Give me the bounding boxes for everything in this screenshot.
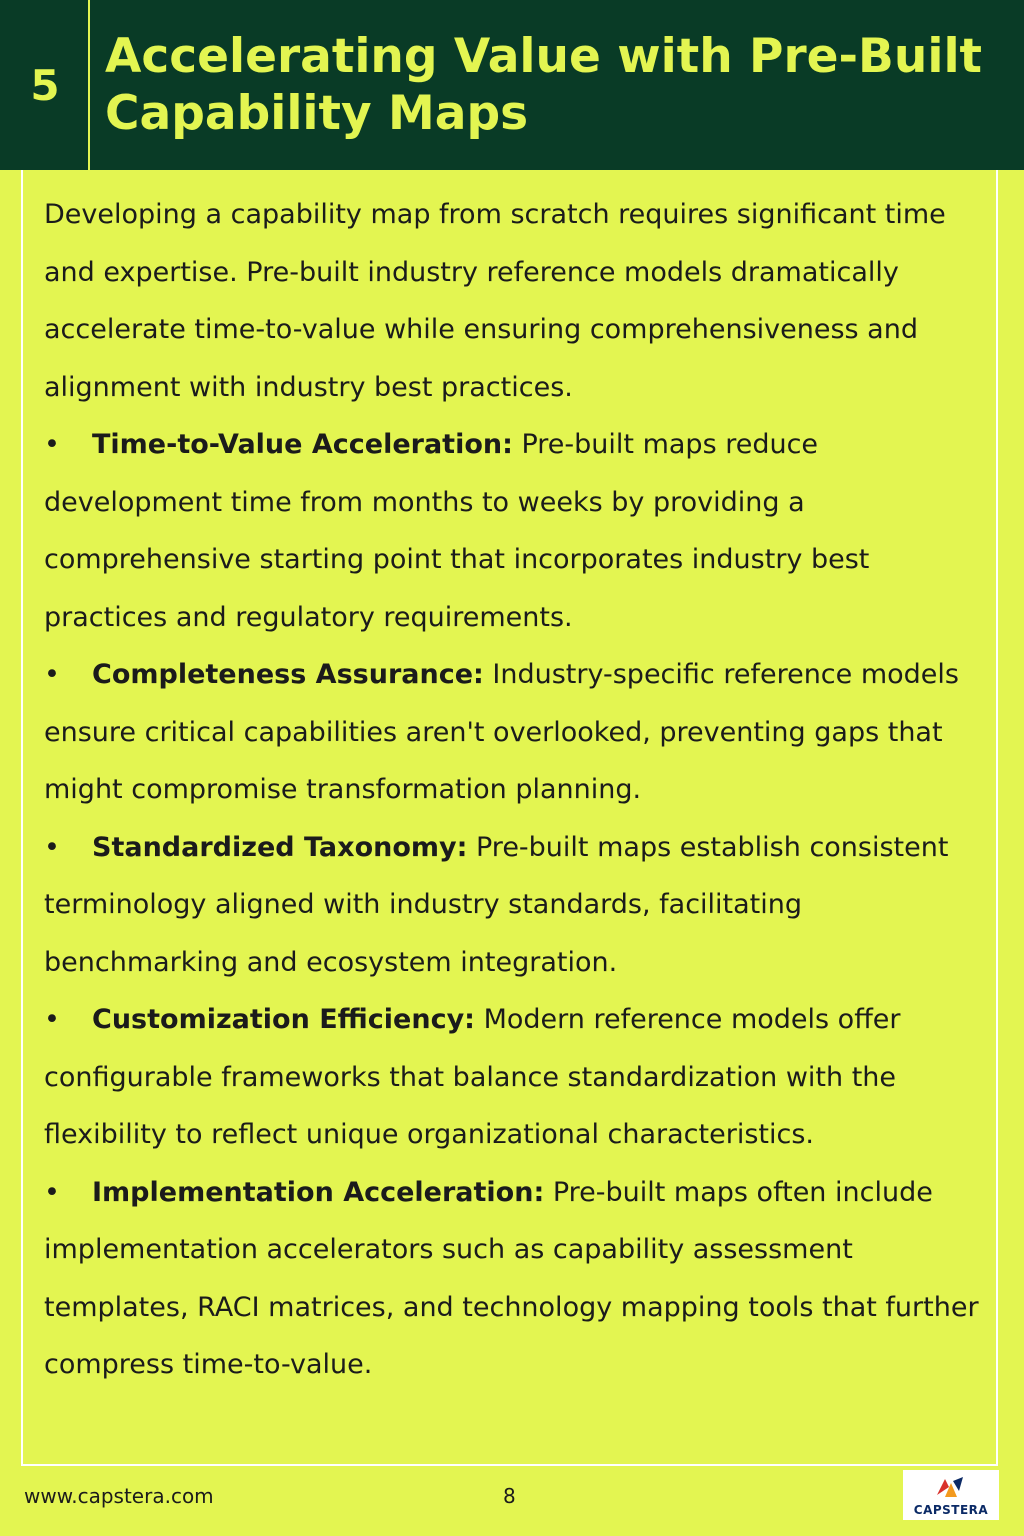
bullet-text: Pre-built maps establish consistent terminology aligned with industry standards, facilitating benchmarking and ecosystem integration. [44, 831, 949, 978]
bullet-marker: • [44, 831, 60, 863]
logo-text: CAPSTERA [913, 1503, 989, 1517]
bullet-text: Pre-built maps often include implementation accelerators such as capability assessment templates, RACI matrices, and technology mapping tools that further compress time-to-value. [44, 1176, 979, 1380]
footer-url[interactable]: www.capstera.com [24, 1484, 214, 1508]
capstera-logo-icon [933, 1473, 969, 1501]
bullet-item [44, 416, 979, 646]
bullet-item [44, 991, 979, 1164]
content-body [44, 186, 979, 1394]
bullet-term: Standardized Taxonomy: [92, 831, 468, 863]
bullet-marker: • [44, 659, 60, 690]
bullet-text: Modern reference models offer configurable frameworks that balance standardization with the flexibility to reflect unique organizational characteristics. [44, 1004, 901, 1150]
bullet-term: Time-to-Value Acceleration: [92, 429, 513, 460]
bullet-item [44, 819, 979, 992]
bullet-term: Implementation Acceleration: [92, 1176, 545, 1208]
bullet-marker: • [44, 1004, 60, 1035]
capstera-logo [903, 1470, 999, 1520]
intro-paragraph: Developing a capability map from scratch requires significant time and expertise. Pre-built industry reference models dramatically accelerate time-to-value while ensuring comprehensiveness and alignment with industry best practices. [44, 199, 946, 403]
bullet-marker: • [44, 1176, 60, 1208]
bullet-term: Customization Efficiency: [92, 1004, 475, 1035]
bullet-text: Industry-specific reference models ensure critical capabilities aren't overlooked, preventing gaps that might compromise transformation planning. [44, 659, 959, 805]
bullet-item [44, 1164, 979, 1394]
page-title: Accelerating Value with Pre-Built Capability Maps [105, 29, 983, 141]
bullet-marker: • [44, 429, 60, 460]
bullet-item [44, 646, 979, 819]
section-number: 5 [30, 60, 60, 110]
page-number: 8 [503, 1484, 516, 1508]
page-header [0, 0, 1024, 170]
bullet-term: Completeness Assurance: [92, 659, 484, 690]
header-divider [88, 0, 90, 170]
bullet-text: Pre-built maps reduce development time from months to weeks by providing a comprehensive starting point that incorporates industry best practices and regulatory requirements. [44, 429, 870, 633]
